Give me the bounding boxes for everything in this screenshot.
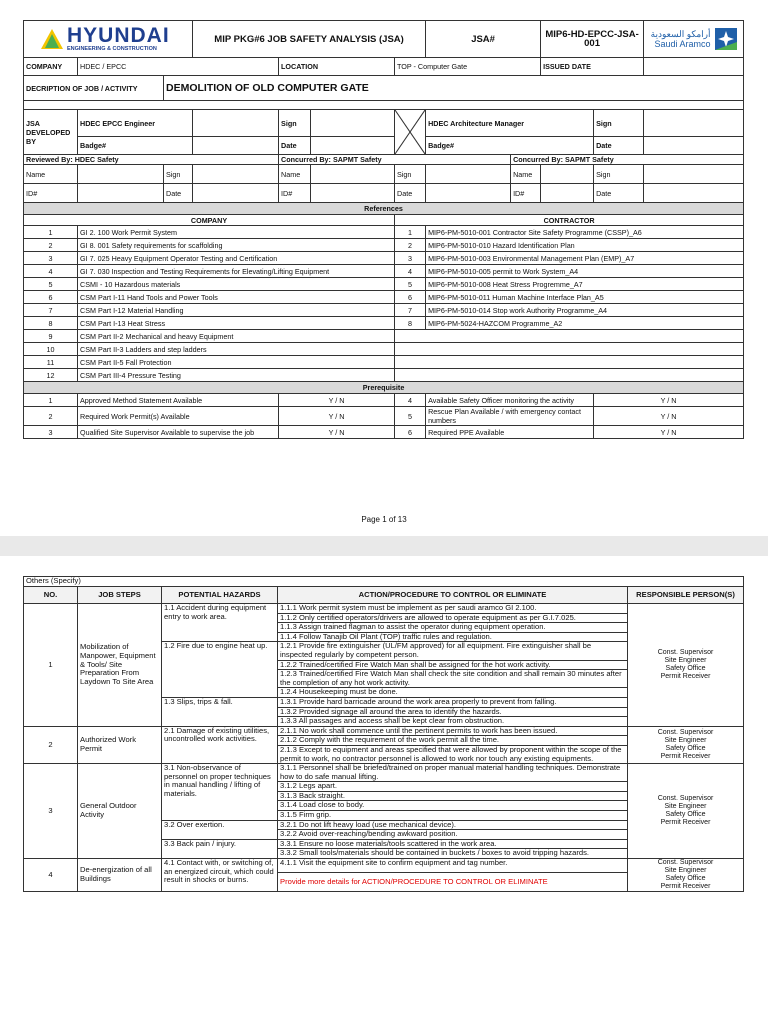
- responsible-person: Site Engineer: [664, 736, 707, 744]
- date-cell: [311, 137, 395, 155]
- responsible-persons: [628, 764, 744, 859]
- action-item: 1.1.2 Only certified operators/drivers are allowed to operate equipment as per G.I.7.025.: [278, 613, 628, 623]
- contractor-ref-text: MIP6-PM-5010-008 Heat Stress Progremme_A7: [426, 278, 744, 291]
- company-ref-number: 10: [24, 343, 78, 356]
- spacer: [193, 110, 279, 137]
- sign-cell: [311, 110, 395, 137]
- aramco-star-icon: [715, 28, 737, 50]
- name-cell: [311, 165, 395, 184]
- action-item: 2.1.3 Except to equipment and areas specified that were allowed by proponent within the scope of the permit to work, no contractor personnel is allowed to work nor touch any existing equipments.: [278, 745, 628, 763]
- contractor-ref-number: 2: [395, 239, 426, 252]
- step-number: 3: [24, 764, 78, 859]
- date-label: Date: [164, 184, 193, 203]
- action-item: 1.3.2 Provided signage all around the area to identify the hazards.: [278, 707, 628, 717]
- company-ref-text: CSM Part III-4 Pressure Testing: [78, 369, 395, 382]
- action-item: 1.2.3 Trained/certified Fire Watch Man shall check the site condition and shall remain 30 minutes after the completion of any hot work activity.: [278, 670, 628, 688]
- header-responsible: RESPONSIBLE PERSON(S): [628, 587, 744, 604]
- company-ref-text: CSM Part I-11 Hand Tools and Power Tools: [78, 291, 395, 304]
- reviewed-by: Reviewed By: HDEC Safety: [24, 155, 279, 165]
- spacer-row: [24, 101, 744, 110]
- prereq-number: 5: [395, 407, 426, 426]
- action-item: 3.2.2 Avoid over-reaching/bending awkward position.: [278, 830, 628, 840]
- job-steps-table: [23, 576, 744, 892]
- action-item: 3.3.2 Small tools/materials should be contained in buckets / boxes to avoid tripping hazards.: [278, 849, 628, 859]
- responsible-persons: [628, 726, 744, 763]
- reference-row: [24, 317, 744, 330]
- action-item: 1.1.1 Work permit system must be implement as per saudi aramco GI 2.100.: [278, 604, 628, 614]
- spacer: [193, 137, 279, 155]
- responsible-person: Safety Office: [665, 744, 706, 752]
- step-row: [24, 859, 744, 873]
- reference-row: [24, 239, 744, 252]
- jsa-number-label: JSA#: [426, 21, 541, 58]
- header-action: ACTION/PROCEDURE TO CONTROL OR ELIMINATE: [278, 587, 628, 604]
- potential-hazard: 3.2 Over exertion.: [162, 820, 278, 839]
- hyundai-subtitle: ENGINEERING & CONSTRUCTION: [67, 46, 157, 52]
- contractor-ref-number: 5: [395, 278, 426, 291]
- page-number: Page 1 of 13: [361, 515, 407, 524]
- potential-hazard: 3.3 Back pain / injury.: [162, 839, 278, 858]
- header-job-steps: JOB STEPS: [78, 587, 162, 604]
- contractor-ref-text: MIP6-PM-5010-003 Environmental Management Plan (EMP)_A7: [426, 252, 744, 265]
- location-value: TOP - Computer Gate: [395, 58, 541, 76]
- jsa-header-table: [23, 20, 744, 439]
- responsible-person: Const. Supervisor: [657, 648, 714, 656]
- contractor-ref-text: MIP6-PM-5010-010 Hazard Identification Plan: [426, 239, 744, 252]
- prereq-yes-no[interactable]: Y / N: [279, 394, 395, 407]
- empty-cell: [395, 369, 744, 382]
- company-ref-number: 11: [24, 356, 78, 369]
- responsible-person: Permit Receiver: [660, 883, 711, 891]
- job-step: Authorized Work Permit: [78, 726, 162, 763]
- date-cell: [644, 137, 744, 155]
- company-ref-number: 6: [24, 291, 78, 304]
- id-label: ID#: [279, 184, 311, 203]
- contractor-ref-number: 1: [395, 226, 426, 239]
- company-ref-text: GI 7. 030 Inspection and Testing Requirements for Elevating/Lifting Equipment: [78, 265, 395, 278]
- responsible-person: Const. Supervisor: [657, 859, 714, 867]
- reference-row: [24, 291, 744, 304]
- empty-cell: [395, 343, 744, 356]
- hyundai-triangle-icon: [40, 28, 64, 50]
- sign-label: Sign: [279, 110, 311, 137]
- jsa-number: MIP6-HD-EPCC-JSA-001: [541, 21, 644, 58]
- reference-row: [24, 304, 744, 317]
- potential-hazard: 3.1 Non-observance of personnel on proper techniques in manual handling / lifting of materials.: [162, 764, 278, 821]
- action-item: 3.2.1 Do not lift heavy load (use mechanical device).: [278, 820, 628, 830]
- responsible-person: Safety Office: [665, 875, 706, 883]
- id-cell: [311, 184, 395, 203]
- company-ref-number: 5: [24, 278, 78, 291]
- responsible-person: Safety Office: [665, 664, 706, 672]
- contractor-ref-text: MIP6-PM-5024-HAZCOM Programme_A2: [426, 317, 744, 330]
- company-ref-text: CSM Part II-2 Mechanical and heavy Equipment: [78, 330, 395, 343]
- aramco-arabic: أرامكو السعودية: [650, 29, 711, 39]
- company-ref-text: CSM Part II-5 Fall Protection: [78, 356, 395, 369]
- contractor-ref-text: MIP6-PM-5010-011 Human Machine Interface Plan_A5: [426, 291, 744, 304]
- sign-label: Sign: [594, 110, 644, 137]
- action-item: 4.1.1 Visit the equipment site to confirm equipment and tag number.: [278, 859, 628, 873]
- prerequisite-title: Prerequisite: [24, 382, 744, 394]
- sign-cell: [426, 165, 511, 184]
- company-ref-text: CSM Part II-3 Ladders and step ladders: [78, 343, 395, 356]
- prereq-yes-no[interactable]: Y / N: [279, 407, 395, 426]
- contractor-ref-text: MIP6-PM-5010-005 permit to Work System_A4: [426, 265, 744, 278]
- responsible-person: Permit Receiver: [660, 672, 711, 680]
- prereq-text: Required Work Permit(s) Available: [78, 407, 279, 426]
- header-hazards: POTENTIAL HAZARDS: [162, 587, 278, 604]
- contractor-ref-number: 4: [395, 265, 426, 278]
- responsible-persons: [628, 604, 744, 727]
- references-contractor-title: CONTRACTOR: [395, 215, 744, 226]
- references-company-title: COMPANY: [24, 215, 395, 226]
- step-row: [24, 726, 744, 736]
- job-description-label: DECRIPTION OF JOB / ACTIVITY: [24, 76, 164, 101]
- potential-hazard: 2.1 Damage of existing utilities, uncontrolled work activities.: [162, 726, 278, 763]
- developed-by-label: JSA DEVELOPED BY: [24, 110, 78, 155]
- reference-row: [24, 278, 744, 291]
- reference-row: [24, 265, 744, 278]
- company-ref-text: CSMI - 10 Hazardous materials: [78, 278, 395, 291]
- prereq-text: Available Safety Officer monitoring the activity: [426, 394, 594, 407]
- reference-row: [24, 330, 744, 343]
- name-cell: [78, 165, 164, 184]
- responsible-person: Const. Supervisor: [657, 795, 714, 803]
- others-specify: Others (Specify): [24, 577, 744, 587]
- id-label: ID#: [511, 184, 541, 203]
- date-label: Date: [594, 137, 644, 155]
- potential-hazard: 4.1 Contact with, or switching of, an energized circuit, which could result in shocks or burns.: [162, 859, 278, 892]
- company-ref-text: CSM Part I-12 Material Handling: [78, 304, 395, 317]
- responsible-person: Site Engineer: [664, 803, 707, 811]
- steps-body: [24, 604, 744, 892]
- prerequisite-row: [24, 394, 744, 407]
- responsible-person: Permit Receiver: [660, 819, 711, 827]
- prerequisite-row: [24, 407, 744, 426]
- company-ref-number: 12: [24, 369, 78, 382]
- reference-row: [24, 226, 744, 239]
- prereq-text: Rescue Plan Available / with emergency contact numbers: [426, 407, 594, 426]
- issued-date-label: ISSUED DATE: [541, 58, 644, 76]
- badge-label: Badge#: [426, 137, 594, 155]
- company-ref-number: 1: [24, 226, 78, 239]
- company-ref-text: GI 8. 001 Safety requirements for scaffolding: [78, 239, 395, 252]
- action-item: 1.1.4 Follow Tanajib Oil Plant (TOP) traffic rules and regulation.: [278, 632, 628, 642]
- empty-cell: [395, 356, 744, 369]
- reference-row: [24, 369, 744, 382]
- responsible-person: Const. Supervisor: [657, 728, 714, 736]
- action-item: 1.2.1 Provide fire extinguisher (UL/FM approved) for all equipment. Fire extinguisher shall be inspected regularly by competent person.: [278, 642, 628, 660]
- action-item: 3.1.4 Load close to body.: [278, 801, 628, 811]
- prereq-number: 6: [395, 426, 426, 439]
- hyundai-wordmark: HYUNDAI: [67, 24, 170, 47]
- step-number: 1: [24, 604, 78, 727]
- company-ref-text: CSM Part I-13 Heat Stress: [78, 317, 395, 330]
- header-no: NO.: [24, 587, 78, 604]
- potential-hazard: 1.3 Slips, trips & fall.: [162, 697, 278, 726]
- name-cell: [541, 165, 594, 184]
- contractor-ref-number: 8: [395, 317, 426, 330]
- contractor-ref-text: MIP6-PM-5010-001 Contractor Site Safety Programme (CSSP)_A6: [426, 226, 744, 239]
- contractor-ref-number: 7: [395, 304, 426, 317]
- document-title: MIP PKG#6 JOB SAFETY ANALYSIS (JSA): [193, 21, 426, 58]
- prereq-number: 2: [24, 407, 78, 426]
- references-title: References: [24, 203, 744, 215]
- prereq-number: 4: [395, 394, 426, 407]
- step-number: 4: [24, 859, 78, 892]
- action-item: 1.3.1 Provide hard barricade around the work area properly to prevent from falling.: [278, 697, 628, 707]
- potential-hazard: 1.2 Fire due to engine heat up.: [162, 642, 278, 698]
- action-item: 1.1.3 Assign trained flagman to assist the operator during equipment operation.: [278, 623, 628, 633]
- company-ref-number: 2: [24, 239, 78, 252]
- company-ref-text: GI 7. 025 Heavy Equipment Operator Testing and Certification: [78, 252, 395, 265]
- company-ref-number: 4: [24, 265, 78, 278]
- responsible-person: Safety Office: [665, 811, 706, 819]
- badge-label: Badge#: [78, 137, 193, 155]
- id-cell: [541, 184, 594, 203]
- reference-row: [24, 343, 744, 356]
- prereq-yes-no[interactable]: Y / N: [279, 426, 395, 439]
- action-item: 3.1.1 Personnel shall be briefed/trained on proper manual material handling techniques. Demonstrate how to do safe manual lifting.: [278, 764, 628, 782]
- action-item: 1.3.3 All passages and access shall be kept clear from obstruction.: [278, 717, 628, 727]
- potential-hazard: 1.1 Accident during equipment entry to work area.: [162, 604, 278, 642]
- company-ref-number: 7: [24, 304, 78, 317]
- action-item: 2.1.1 No work shall commence until the pertinent permits to work has been issued.: [278, 726, 628, 736]
- job-description-value: DEMOLITION OF OLD COMPUTER GATE: [164, 76, 744, 101]
- contractor-ref-number: 3: [395, 252, 426, 265]
- name-label: Name: [24, 165, 78, 184]
- crossed-out-cell: [395, 110, 426, 155]
- responsible-person: Permit Receiver: [660, 752, 711, 760]
- job-step: General Outdoor Activity: [78, 764, 162, 859]
- id-label: ID#: [24, 184, 78, 203]
- references-body: [24, 226, 744, 382]
- prereq-yes-no[interactable]: Y / N: [594, 426, 744, 439]
- issued-date-value: [644, 58, 744, 76]
- prereq-number: 1: [24, 394, 78, 407]
- developer-role-2: HDEC Architecture Manager: [426, 110, 594, 137]
- company-ref-number: 8: [24, 317, 78, 330]
- page-2: [0, 556, 768, 1024]
- prereq-text: Required PPE Available: [426, 426, 594, 439]
- aramco-english: Saudi Aramco: [654, 39, 711, 49]
- company-label: COMPANY: [24, 58, 78, 76]
- step-row: [24, 764, 744, 782]
- date-label: Date: [594, 184, 644, 203]
- concurred-by-1: Concurred By: SAPMT Safety: [279, 155, 511, 165]
- contractor-ref-text: MIP6-PM-5010-014 Stop work Authority Programme_A4: [426, 304, 744, 317]
- hyundai-logo: [24, 21, 193, 58]
- date-cell: [644, 184, 744, 203]
- prereq-text: Approved Method Statement Available: [78, 394, 279, 407]
- date-cell: [193, 184, 279, 203]
- aramco-logo: [644, 21, 744, 58]
- job-step: Mobilization of Manpower, Equipment & Tools/ Site Preparation From Laydown To Site Area: [78, 604, 162, 727]
- developer-role-1: HDEC EPCC Engineer: [78, 110, 193, 137]
- action-item: 3.1.2 Legs apart.: [278, 782, 628, 792]
- responsible-persons: [628, 859, 744, 892]
- sign-cell: [644, 165, 744, 184]
- prereq-yes-no[interactable]: Y / N: [594, 394, 744, 407]
- prereq-yes-no[interactable]: Y / N: [594, 407, 744, 426]
- reference-row: [24, 252, 744, 265]
- action-item: 3.1.3 Back straight.: [278, 791, 628, 801]
- name-label: Name: [279, 165, 311, 184]
- prereq-number: 3: [24, 426, 78, 439]
- prerequisite-row: [24, 426, 744, 439]
- id-cell: [78, 184, 164, 203]
- prereq-text: Qualified Site Supervisor Available to supervise the job: [78, 426, 279, 439]
- action-item: 3.3.1 Ensure no loose materials/tools scattered in the work area.: [278, 839, 628, 849]
- action-item: 2.1.2 Comply with the requirement of the work permit all the time.: [278, 736, 628, 746]
- step-number: 2: [24, 726, 78, 763]
- company-value: HDEC / EPCC: [78, 58, 279, 76]
- job-step: De-energization of all Buildings: [78, 859, 162, 892]
- location-label: LOCATION: [279, 58, 395, 76]
- reference-row: [24, 356, 744, 369]
- responsible-person: Site Engineer: [664, 867, 707, 875]
- responsible-person: Site Engineer: [664, 656, 707, 664]
- action-item: 1.2.2 Trained/certified Fire Watch Man shall be assigned for the hot work activity.: [278, 660, 628, 670]
- empty-cell: [395, 330, 744, 343]
- company-ref-text: GI 2. 100 Work Permit System: [78, 226, 395, 239]
- contractor-ref-number: 6: [395, 291, 426, 304]
- sign-cell: [644, 110, 744, 137]
- company-ref-number: 3: [24, 252, 78, 265]
- sign-label: Sign: [594, 165, 644, 184]
- prerequisite-body: [24, 394, 744, 439]
- sign-cell: [193, 165, 279, 184]
- name-label: Name: [511, 165, 541, 184]
- action-item: 1.2.4 Housekeeping must be done.: [278, 688, 628, 698]
- company-ref-number: 9: [24, 330, 78, 343]
- action-item: 3.1.5 Firm grip.: [278, 811, 628, 821]
- concurred-by-2: Concurred By: SAPMT Safety: [511, 155, 744, 165]
- action-note: Provide more details for ACTION/PROCEDURE TO CONTROL OR ELIMINATE: [278, 873, 628, 892]
- sign-label: Sign: [164, 165, 193, 184]
- date-label: Date: [395, 184, 426, 203]
- date-label: Date: [279, 137, 311, 155]
- step-row: [24, 604, 744, 614]
- sign-label: Sign: [395, 165, 426, 184]
- date-cell: [426, 184, 511, 203]
